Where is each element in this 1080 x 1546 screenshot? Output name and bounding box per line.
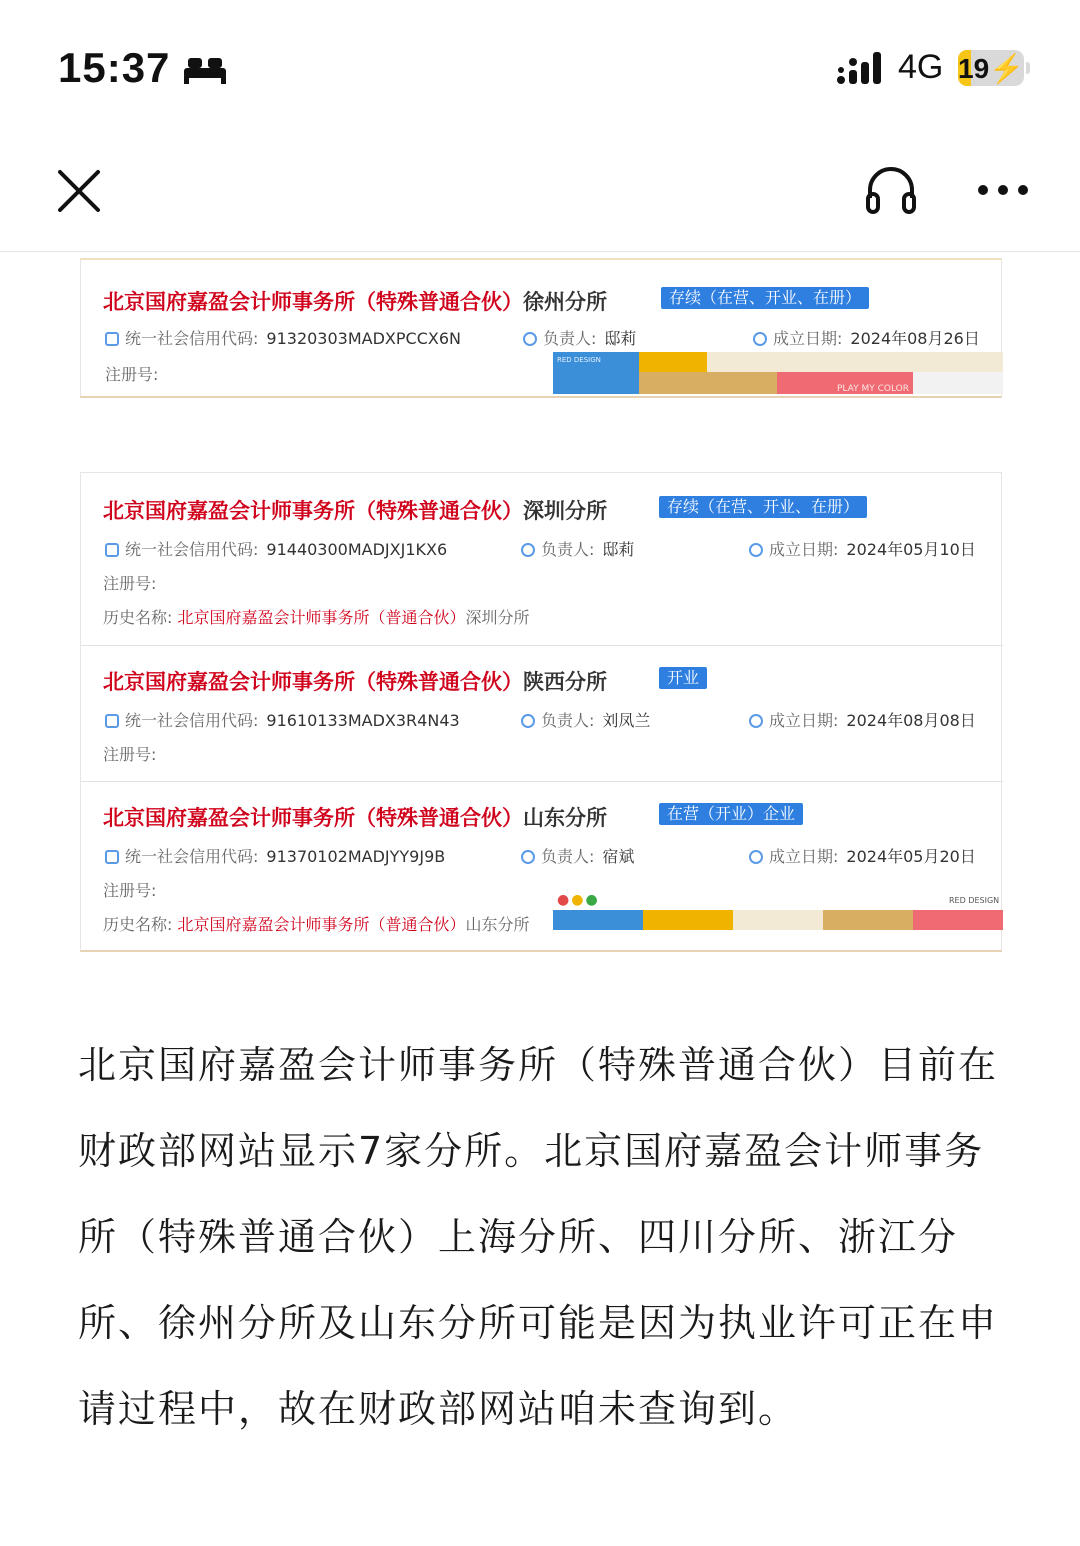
nav-bar [0, 130, 1080, 252]
code-icon [105, 332, 119, 346]
credit-code: 统一社会信用代码: 91610133MADX3R4N43 [105, 708, 460, 731]
color-strip-block [639, 352, 707, 372]
info-icon [749, 714, 763, 728]
registration-number: 注册号: [103, 881, 157, 900]
person-icon [521, 714, 535, 728]
credit-code: 统一社会信用代码: 91440300MADJXJ1KX6 [105, 537, 447, 560]
record-row [81, 781, 1003, 951]
more-icon[interactable] [976, 180, 1030, 200]
person-icon [521, 850, 535, 864]
founding-date: 成立日期: 2024年08月08日 [749, 708, 976, 731]
article-paragraph: 北京国府嘉盈会计师事务所（特殊普通合伙）目前在财政部网站显示7家分所。北京国府嘉盈会计师事务所（特殊普通合伙）上海分所、四川分所、浙江分所、徐州分所及山东分所可能是因为执业许可正在申请过程中，故在财政部网站咱未查询到。 [78, 1043, 999, 1431]
founding-date: 成立日期: 2024年08月26日 [753, 326, 980, 349]
strip-label: RED DESIGN [949, 896, 1000, 905]
record-row [81, 645, 1003, 781]
color-strip-block [913, 372, 1003, 394]
record-list [80, 472, 1002, 952]
firm-name: 北京国府嘉盈会计师事务所（特殊普通合伙）深圳分所 [103, 499, 607, 523]
person-icon [521, 543, 535, 557]
color-strip-block [553, 910, 643, 930]
founding-date: 成立日期: 2024年05月10日 [749, 537, 976, 560]
founding-date: 成立日期: 2024年05月20日 [749, 844, 976, 867]
record-card [80, 258, 1002, 398]
strip-label: PLAY MY COLOR [837, 384, 909, 394]
status-bar [0, 0, 1080, 130]
info-icon [749, 543, 763, 557]
bed-icon [182, 54, 228, 86]
person-in-charge: 负责人: 邸莉 [523, 326, 636, 349]
person-in-charge: 负责人: 刘凤兰 [521, 708, 650, 731]
firm-name: 北京国府嘉盈会计师事务所（特殊普通合伙）陕西分所 [103, 670, 607, 694]
color-strip-block [823, 910, 913, 930]
status-badge: 在营（开业）企业 [659, 803, 803, 825]
code-icon [105, 543, 119, 557]
credit-code: 统一社会信用代码: 91320303MADXPCCX6N [105, 326, 461, 349]
registration-number: 注册号: [103, 745, 157, 764]
battery-icon [958, 50, 1024, 86]
registry-screenshot [0, 252, 1080, 992]
color-strip-block [707, 352, 1003, 372]
status-time: 15:37 [58, 44, 171, 91]
code-icon [105, 714, 119, 728]
close-icon[interactable] [56, 168, 102, 214]
status-badge: 开业 [659, 667, 707, 689]
record-row [81, 473, 1003, 645]
firm-name: 北京国府嘉盈会计师事务所（特殊普通合伙）山东分所 [103, 806, 607, 830]
battery-tip [1026, 62, 1030, 74]
color-strip-block [913, 910, 1003, 930]
article-body [78, 1022, 1002, 1452]
strip-label: RED DESIGN [557, 356, 601, 364]
status-badge: 存续（在营、开业、在册） [661, 287, 869, 309]
firm-name: 北京国府嘉盈会计师事务所（特殊普通合伙）徐州分所 [103, 290, 607, 314]
history-name: 历史名称: 北京国府嘉盈会计师事务所（普通合伙）山东分所 [103, 915, 530, 934]
network-type: 4G [898, 48, 944, 86]
color-strip-block [733, 910, 823, 930]
color-strip-block [643, 910, 733, 930]
battery-level: 19⚡ [958, 53, 1024, 84]
headphone-icon[interactable] [864, 164, 918, 216]
signal-icon [836, 50, 886, 86]
credit-code: 统一社会信用代码: 91370102MADJYY9J9B [105, 844, 445, 867]
registration-number: 注册号: [103, 574, 157, 593]
history-name: 历史名称: 北京国府嘉盈会计师事务所（普通合伙）深圳分所 [103, 608, 530, 627]
person-in-charge: 负责人: 宿斌 [521, 844, 634, 867]
person-icon [523, 332, 537, 346]
status-badge: 存续（在营、开业、在册） [659, 496, 867, 518]
person-in-charge: 负责人: 邸莉 [521, 537, 634, 560]
strip-dots: ●●● [557, 892, 600, 908]
info-icon [753, 332, 767, 346]
registration-number: 注册号: [105, 365, 159, 384]
info-icon [749, 850, 763, 864]
code-icon [105, 850, 119, 864]
color-strip-block [639, 372, 777, 394]
